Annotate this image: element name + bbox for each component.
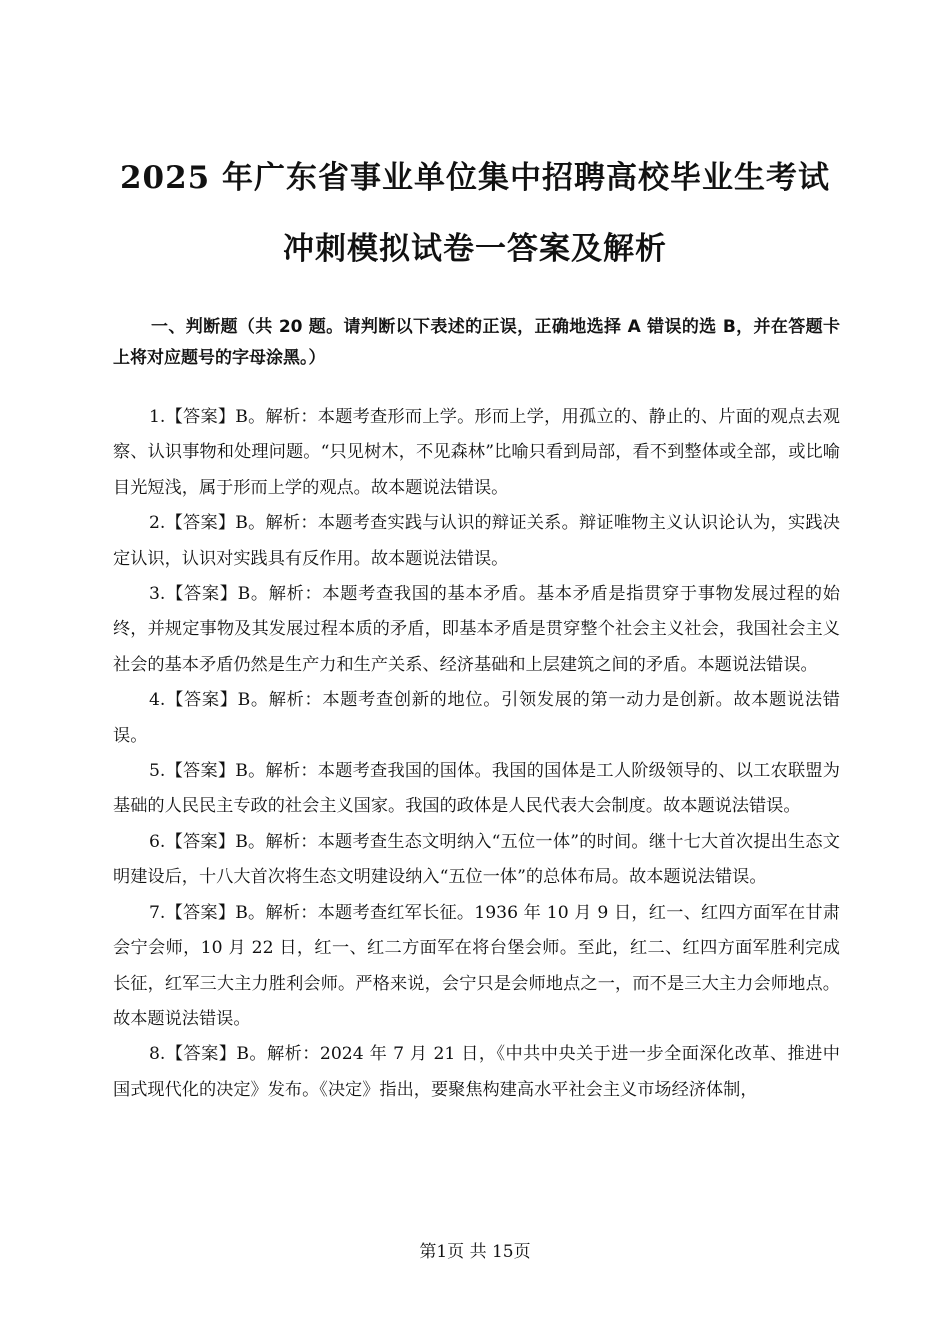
answer-item-4: 4.【答案】B。解析：本题考查创新的地位。引领发展的第一动力是创新。故本题说法错误。 xyxy=(113,690,840,746)
answer-item-8: 8.【答案】B。解析：2024 年 7 月 21 日，《中共中央关于进一步全面深化改革、推进中国式现代化的决定》发布。《决定》指出，要聚焦构建高水平社会主义市场经济体制， xyxy=(113,1044,840,1100)
answer-item-2: 2.【答案】B。解析：本题考查实践与认识的辩证关系。辩证唯物主义认识论认为，实践决定认识，认识对实践具有反作用。故本题说法错误。 xyxy=(113,513,840,569)
answer-item-1: 1.【答案】B。解析：本题考查形而上学。形而上学，用孤立的、静止的、片面的观点去观察、认识事物和处理问题。“只见树木，不见森林”比喻只看到局部，看不到整体或全部，或比喻目光短浅，属于形而上学的观点。故本题说法错误。 xyxy=(113,407,840,498)
answer-item-7: 7.【答案】B。解析：本题考查红军长征。1936 年 10 月 9 日，红一、红四方面军在甘肃会宁会师，10 月 22 日，红一、红二方面军在将台堡会师。至此，红二、红四方面军胜利完成长征，红军三大主力胜利会师。严格来说，会宁只是会师地点之一，而不是三大主力会师地点。故本题说法错误。 xyxy=(113,902,840,1029)
document-title-line-1: 2025 年广东省事业单位集中招聘高校毕业生考试 xyxy=(119,160,831,196)
answer-list xyxy=(113,400,840,1108)
answer-item-6: 6.【答案】B。解析：本题考查生态文明纳入“五位一体”的时间。继十七大首次提出生态文明建设后，十八大首次将生态文明建设纳入“五位一体”的总体布局。故本题说法错误。 xyxy=(113,831,840,888)
section-heading: 一、判断题（共 20 题。请判断以下表述的正误，正确地选择 A 错误的选 B，并在答题卡上将对应题号的字母涂黑。） xyxy=(113,317,840,368)
page-footer: 第1页 共 15页 xyxy=(419,1242,531,1262)
answer-item-3: 3.【答案】B。解析：本题考查我国的基本矛盾。基本矛盾是指贯穿于事物发展过程的始终，并规定事物及其发展过程本质的矛盾，即基本矛盾是贯穿整个社会主义社会，我国社会主义社会的基本矛盾仍然是生产力和生产关系、经济基础和上层建筑之间的矛盾。本题说法错误。 xyxy=(113,584,840,675)
document-title-line-2: 冲刺模拟试卷一答案及解析 xyxy=(283,231,667,267)
answer-item-5: 5.【答案】B。解析：本题考查我国的国体。我国的国体是工人阶级领导的、以工农联盟为基础的人民民主专政的社会主义国家。我国的政体是人民代表大会制度。故本题说法错误。 xyxy=(113,761,840,817)
